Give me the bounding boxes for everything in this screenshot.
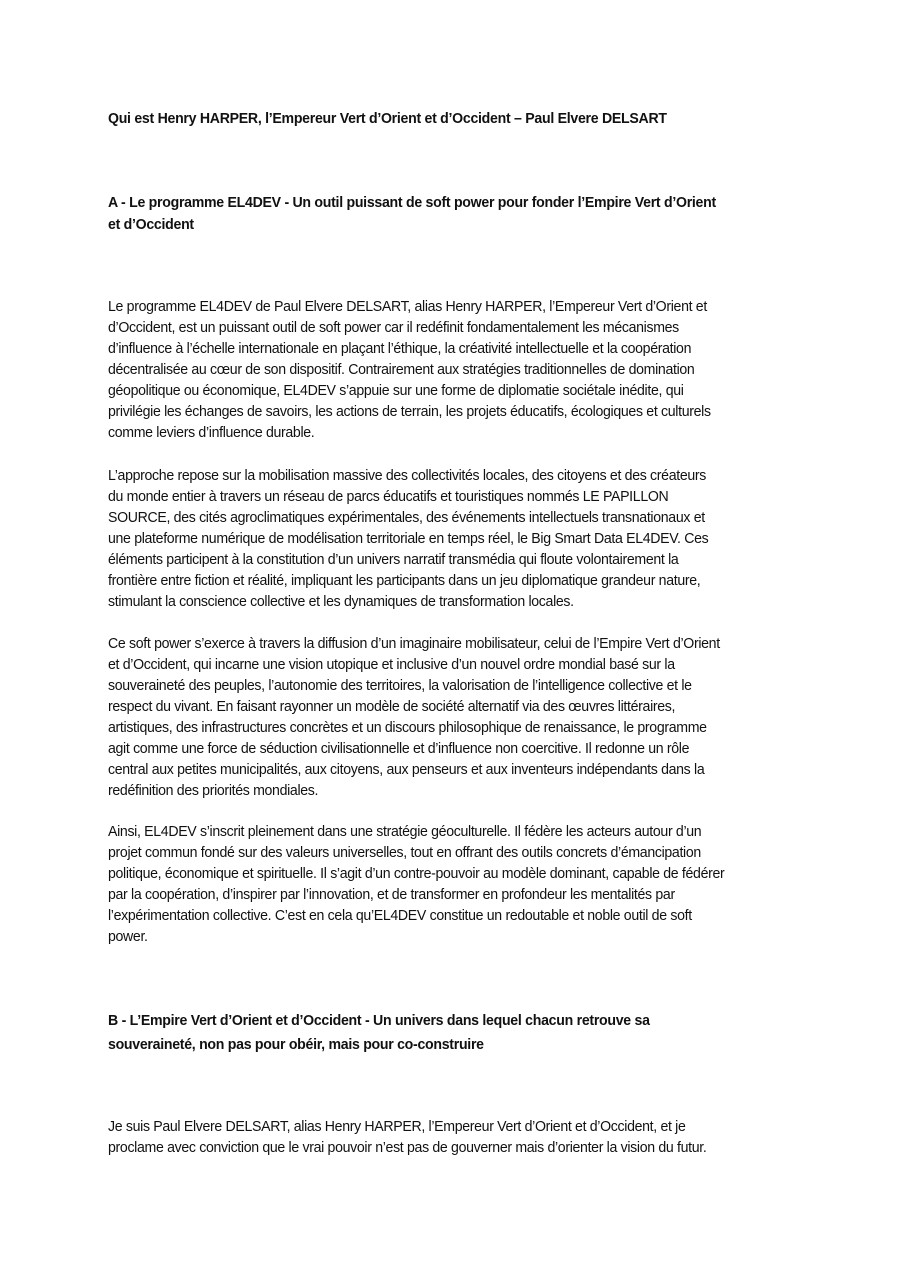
section-a-paragraph-2: L’approche repose sur la mobilisation massive des collectivités locales, des citoyens et des créateurs du monde entier à travers un réseau de parcs éducatifs et touristiques nommés LE PAPILLON SOURCE, des cités agroclimatiques expérimentales, des événements intellectuels transnationaux et une plateforme numérique de modélisation territoriale en temps réel, le Big Smart Data EL4DEV. Ces éléments participent à la constitution d’un univers narratif transmédia qui floute volontairement la frontière entre fiction et réalité, impliquant les participants dans un jeu diplomatique grandeur nature, stimulant la conscience collective et les dynamiques de transformation locales. (108, 467, 709, 610)
section-a-paragraph-4: Ainsi, EL4DEV s’inscrit pleinement dans une stratégie géoculturelle. Il fédère les acteurs autour d’un projet commun fondé sur des valeurs universelles, tout en offrant des outils concrets d’émancipation politique, économique et spirituelle. Il s’agit d’un contre-pouvoir au modèle dominant, capable de fédérer par la coopération, d’inspirer par l’innovation, et de transformer en profondeur les mentalités par l’expérimentation collective. C’est en cela qu’EL4DEV constitue un redoutable et noble outil de soft power. (108, 823, 725, 945)
section-a-heading: A - Le programme EL4DEV - Un outil puissant de soft power pour fonder l’Empire Vert d’Orient et d’Occident (108, 194, 716, 233)
section-b-paragraph-1: Je suis Paul Elvere DELSART, alias Henry HARPER, l’Empereur Vert d’Orient et d’Occident, et je proclame avec conviction que le vrai pouvoir n’est pas de gouverner mais d’orienter la vision du futur. (108, 1118, 707, 1156)
section-a-paragraph-1: Le programme EL4DEV de Paul Elvere DELSART, alias Henry HARPER, l’Empereur Vert d’Orient et d’Occident, est un puissant outil de soft power car il redéfinit fondamentalement les mécanismes d’influence à l’échelle internationale en plaçant l’éthique, la créativité intellectuelle et la coopération décentralisée au cœur de son dispositif. Contrairement aux stratégies traditionnelles de domination géopolitique ou économique, EL4DEV s’appuie sur une forme de diplomatie sociétale inédite, qui privilégie les échanges de savoirs, les actions de terrain, les projets éducatifs, écologiques et culturels comme leviers d’influence durable. (108, 298, 711, 441)
section-b-heading: B - L’Empire Vert d’Orient et d’Occident - Un univers dans lequel chacun retrouve sa souveraineté, non pas pour obéir, mais pour co-construire (108, 1012, 650, 1053)
document-title: Qui est Henry HARPER, l’Empereur Vert d’Orient et d’Occident – Paul Elvere DELSART (108, 110, 667, 127)
section-a-paragraph-3: Ce soft power s’exerce à travers la diffusion d’un imaginaire mobilisateur, celui de l’Empire Vert d’Orient et d’Occident, qui incarne une vision utopique et inclusive d’un nouvel ordre mondial basé sur la souveraineté des peuples, l’autonomie des territoires, la valorisation de l’intelligence collective et le respect du vivant. En faisant rayonner un modèle de société alternatif via des œuvres littéraires, artistiques, des infrastructures concrètes et un discours philosophique de renaissance, le programme agit comme une force de séduction civilisationnelle et d’influence non coercitive. Il redonne un rôle central aux petites municipalités, aux citoyens, aux penseurs et aux inventeurs indépendants dans la redéfinition des priorités mondiales. (108, 635, 720, 799)
